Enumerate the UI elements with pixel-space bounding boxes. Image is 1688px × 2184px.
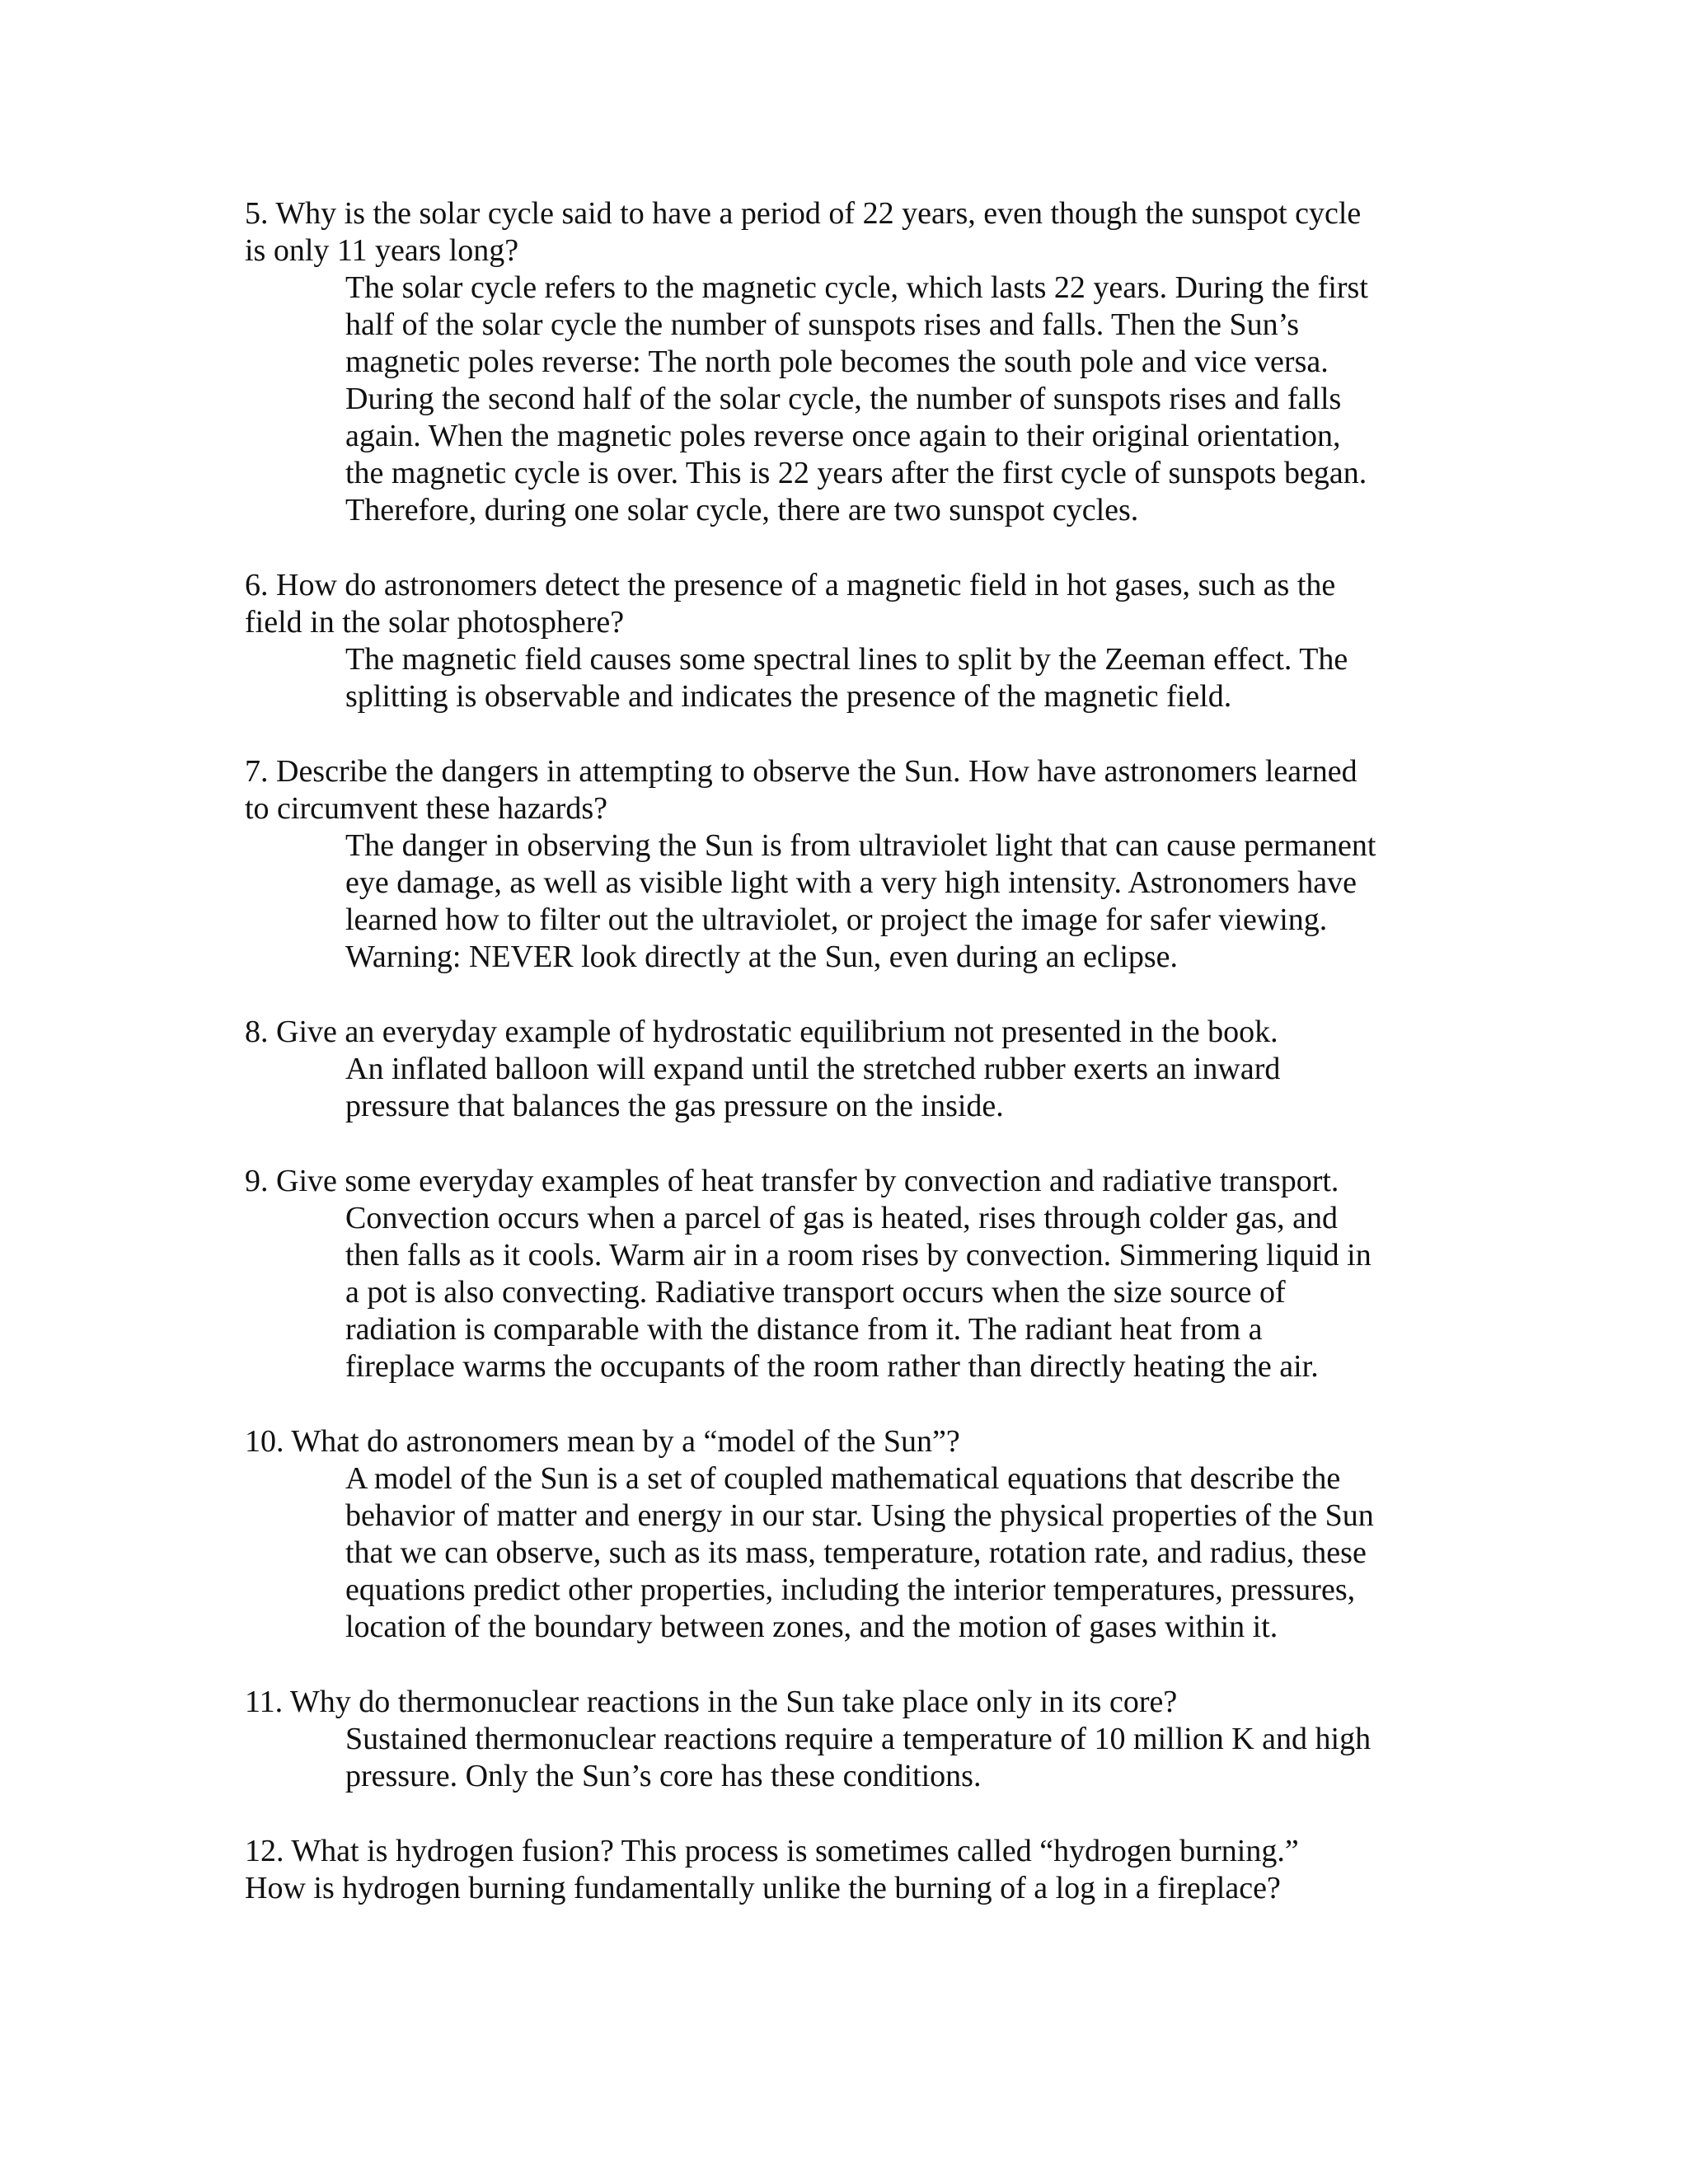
question-line: How is hydrogen burning fundamentally unlike the burning of a log in a fireplace? bbox=[245, 1871, 1281, 1905]
qa-item-5 bbox=[245, 195, 1448, 529]
question-line: is only 11 years long? bbox=[245, 233, 519, 268]
answer-line: radiation is comparable with the distance from it. The radiant heat from a bbox=[345, 1312, 1263, 1347]
qa-item-8 bbox=[245, 1014, 1448, 1125]
answer-line: behavior of matter and energy in our star. Using the physical properties of the Sun bbox=[345, 1498, 1374, 1533]
question-line: 11. Why do thermonuclear reactions in the Sun take place only in its core? bbox=[245, 1685, 1178, 1719]
answer-line: half of the solar cycle the number of sunspots rises and falls. Then the Sun’s bbox=[345, 307, 1299, 342]
question-line: 8. Give an everyday example of hydrostatic equilibrium not presented in the book. bbox=[245, 1015, 1278, 1049]
answer-line: Convection occurs when a parcel of gas is heated, rises through colder gas, and bbox=[345, 1201, 1338, 1235]
answer-10 bbox=[345, 1460, 1448, 1646]
qa-item-10 bbox=[245, 1423, 1448, 1646]
qa-item-12 bbox=[245, 1833, 1448, 1907]
qa-item-7 bbox=[245, 753, 1448, 976]
spacer bbox=[245, 1125, 1448, 1163]
answer-line: the magnetic cycle is over. This is 22 years after the first cycle of sunspots began. bbox=[345, 456, 1367, 490]
spacer bbox=[245, 529, 1448, 567]
answer-line: a pot is also convecting. Radiative transport occurs when the size source of bbox=[345, 1275, 1286, 1310]
answer-line: location of the boundary between zones, and the motion of gases within it. bbox=[345, 1610, 1278, 1644]
answer-line: pressure that balances the gas pressure on the inside. bbox=[345, 1089, 1004, 1123]
answer-line: that we can observe, such as its mass, temperature, rotation rate, and radius, these bbox=[345, 1535, 1367, 1570]
answer-line: equations predict other properties, including the interior temperatures, pressures, bbox=[345, 1572, 1356, 1607]
question-line: to circumvent these hazards? bbox=[245, 791, 607, 826]
answer-8 bbox=[345, 1051, 1448, 1125]
answer-line: Therefore, during one solar cycle, there are two sunspot cycles. bbox=[345, 493, 1139, 527]
answer-line: Warning: NEVER look directly at the Sun, even during an eclipse. bbox=[345, 940, 1179, 974]
question-5 bbox=[245, 195, 1448, 269]
answer-line: splitting is observable and indicates the presence of the magnetic field. bbox=[345, 679, 1232, 714]
answer-line: The solar cycle refers to the magnetic cycle, which lasts 22 years. During the first bbox=[345, 270, 1368, 305]
answer-line: A model of the Sun is a set of coupled mathematical equations that describe the bbox=[345, 1461, 1341, 1496]
answer-line: Sustained thermonuclear reactions require a temperature of 10 million K and high bbox=[345, 1722, 1372, 1756]
question-9 bbox=[245, 1163, 1448, 1200]
question-8 bbox=[245, 1014, 1448, 1051]
answer-line: The danger in observing the Sun is from ultraviolet light that can cause permanent bbox=[345, 828, 1376, 863]
spacer bbox=[245, 976, 1448, 1014]
spacer bbox=[245, 715, 1448, 753]
question-10 bbox=[245, 1423, 1448, 1460]
spacer bbox=[245, 1646, 1448, 1684]
question-line: field in the solar photosphere? bbox=[245, 605, 625, 640]
question-answer-list bbox=[245, 195, 1448, 1907]
question-7 bbox=[245, 753, 1448, 827]
question-6 bbox=[245, 567, 1448, 641]
answer-line: The magnetic field causes some spectral lines to split by the Zeeman effect. The bbox=[345, 642, 1348, 677]
spacer bbox=[245, 1795, 1448, 1833]
answer-line: eye damage, as well as visible light with a very high intensity. Astronomers have bbox=[345, 865, 1357, 900]
answer-9 bbox=[345, 1200, 1448, 1385]
question-12 bbox=[245, 1833, 1448, 1907]
answer-line: fireplace warms the occupants of the room rather than directly heating the air. bbox=[345, 1349, 1319, 1384]
qa-item-9 bbox=[245, 1163, 1448, 1385]
answer-line: learned how to filter out the ultraviolet, or project the image for safer viewing. bbox=[345, 902, 1328, 937]
answer-6 bbox=[345, 641, 1448, 715]
qa-item-6 bbox=[245, 567, 1448, 715]
answer-7 bbox=[345, 827, 1448, 976]
question-line: 9. Give some everyday examples of heat transfer by convection and radiative transport. bbox=[245, 1164, 1339, 1198]
answer-line: again. When the magnetic poles reverse once again to their original orientation, bbox=[345, 419, 1341, 453]
answer-line: During the second half of the solar cycle, the number of sunspots rises and falls bbox=[345, 382, 1342, 416]
spacer bbox=[245, 1385, 1448, 1423]
question-line: 10. What do astronomers mean by a “model of the Sun”? bbox=[245, 1424, 960, 1459]
answer-11 bbox=[345, 1721, 1448, 1795]
answer-line: magnetic poles reverse: The north pole becomes the south pole and vice versa. bbox=[345, 344, 1329, 379]
qa-item-11 bbox=[245, 1684, 1448, 1795]
answer-5 bbox=[345, 269, 1448, 529]
question-11 bbox=[245, 1684, 1448, 1721]
question-line: 5. Why is the solar cycle said to have a period of 22 years, even though the sunspot cycle bbox=[245, 196, 1362, 231]
answer-line: then falls as it cools. Warm air in a room rises by convection. Simmering liquid in bbox=[345, 1238, 1372, 1272]
question-line: 6. How do astronomers detect the presence of a magnetic field in hot gases, such as the bbox=[245, 568, 1336, 602]
question-line: 12. What is hydrogen fusion? This process is sometimes called “hydrogen burning.” bbox=[245, 1834, 1299, 1868]
answer-line: An inflated balloon will expand until the stretched rubber exerts an inward bbox=[345, 1052, 1281, 1086]
answer-line: pressure. Only the Sun’s core has these conditions. bbox=[345, 1759, 982, 1793]
question-line: 7. Describe the dangers in attempting to observe the Sun. How have astronomers learned bbox=[245, 754, 1357, 789]
